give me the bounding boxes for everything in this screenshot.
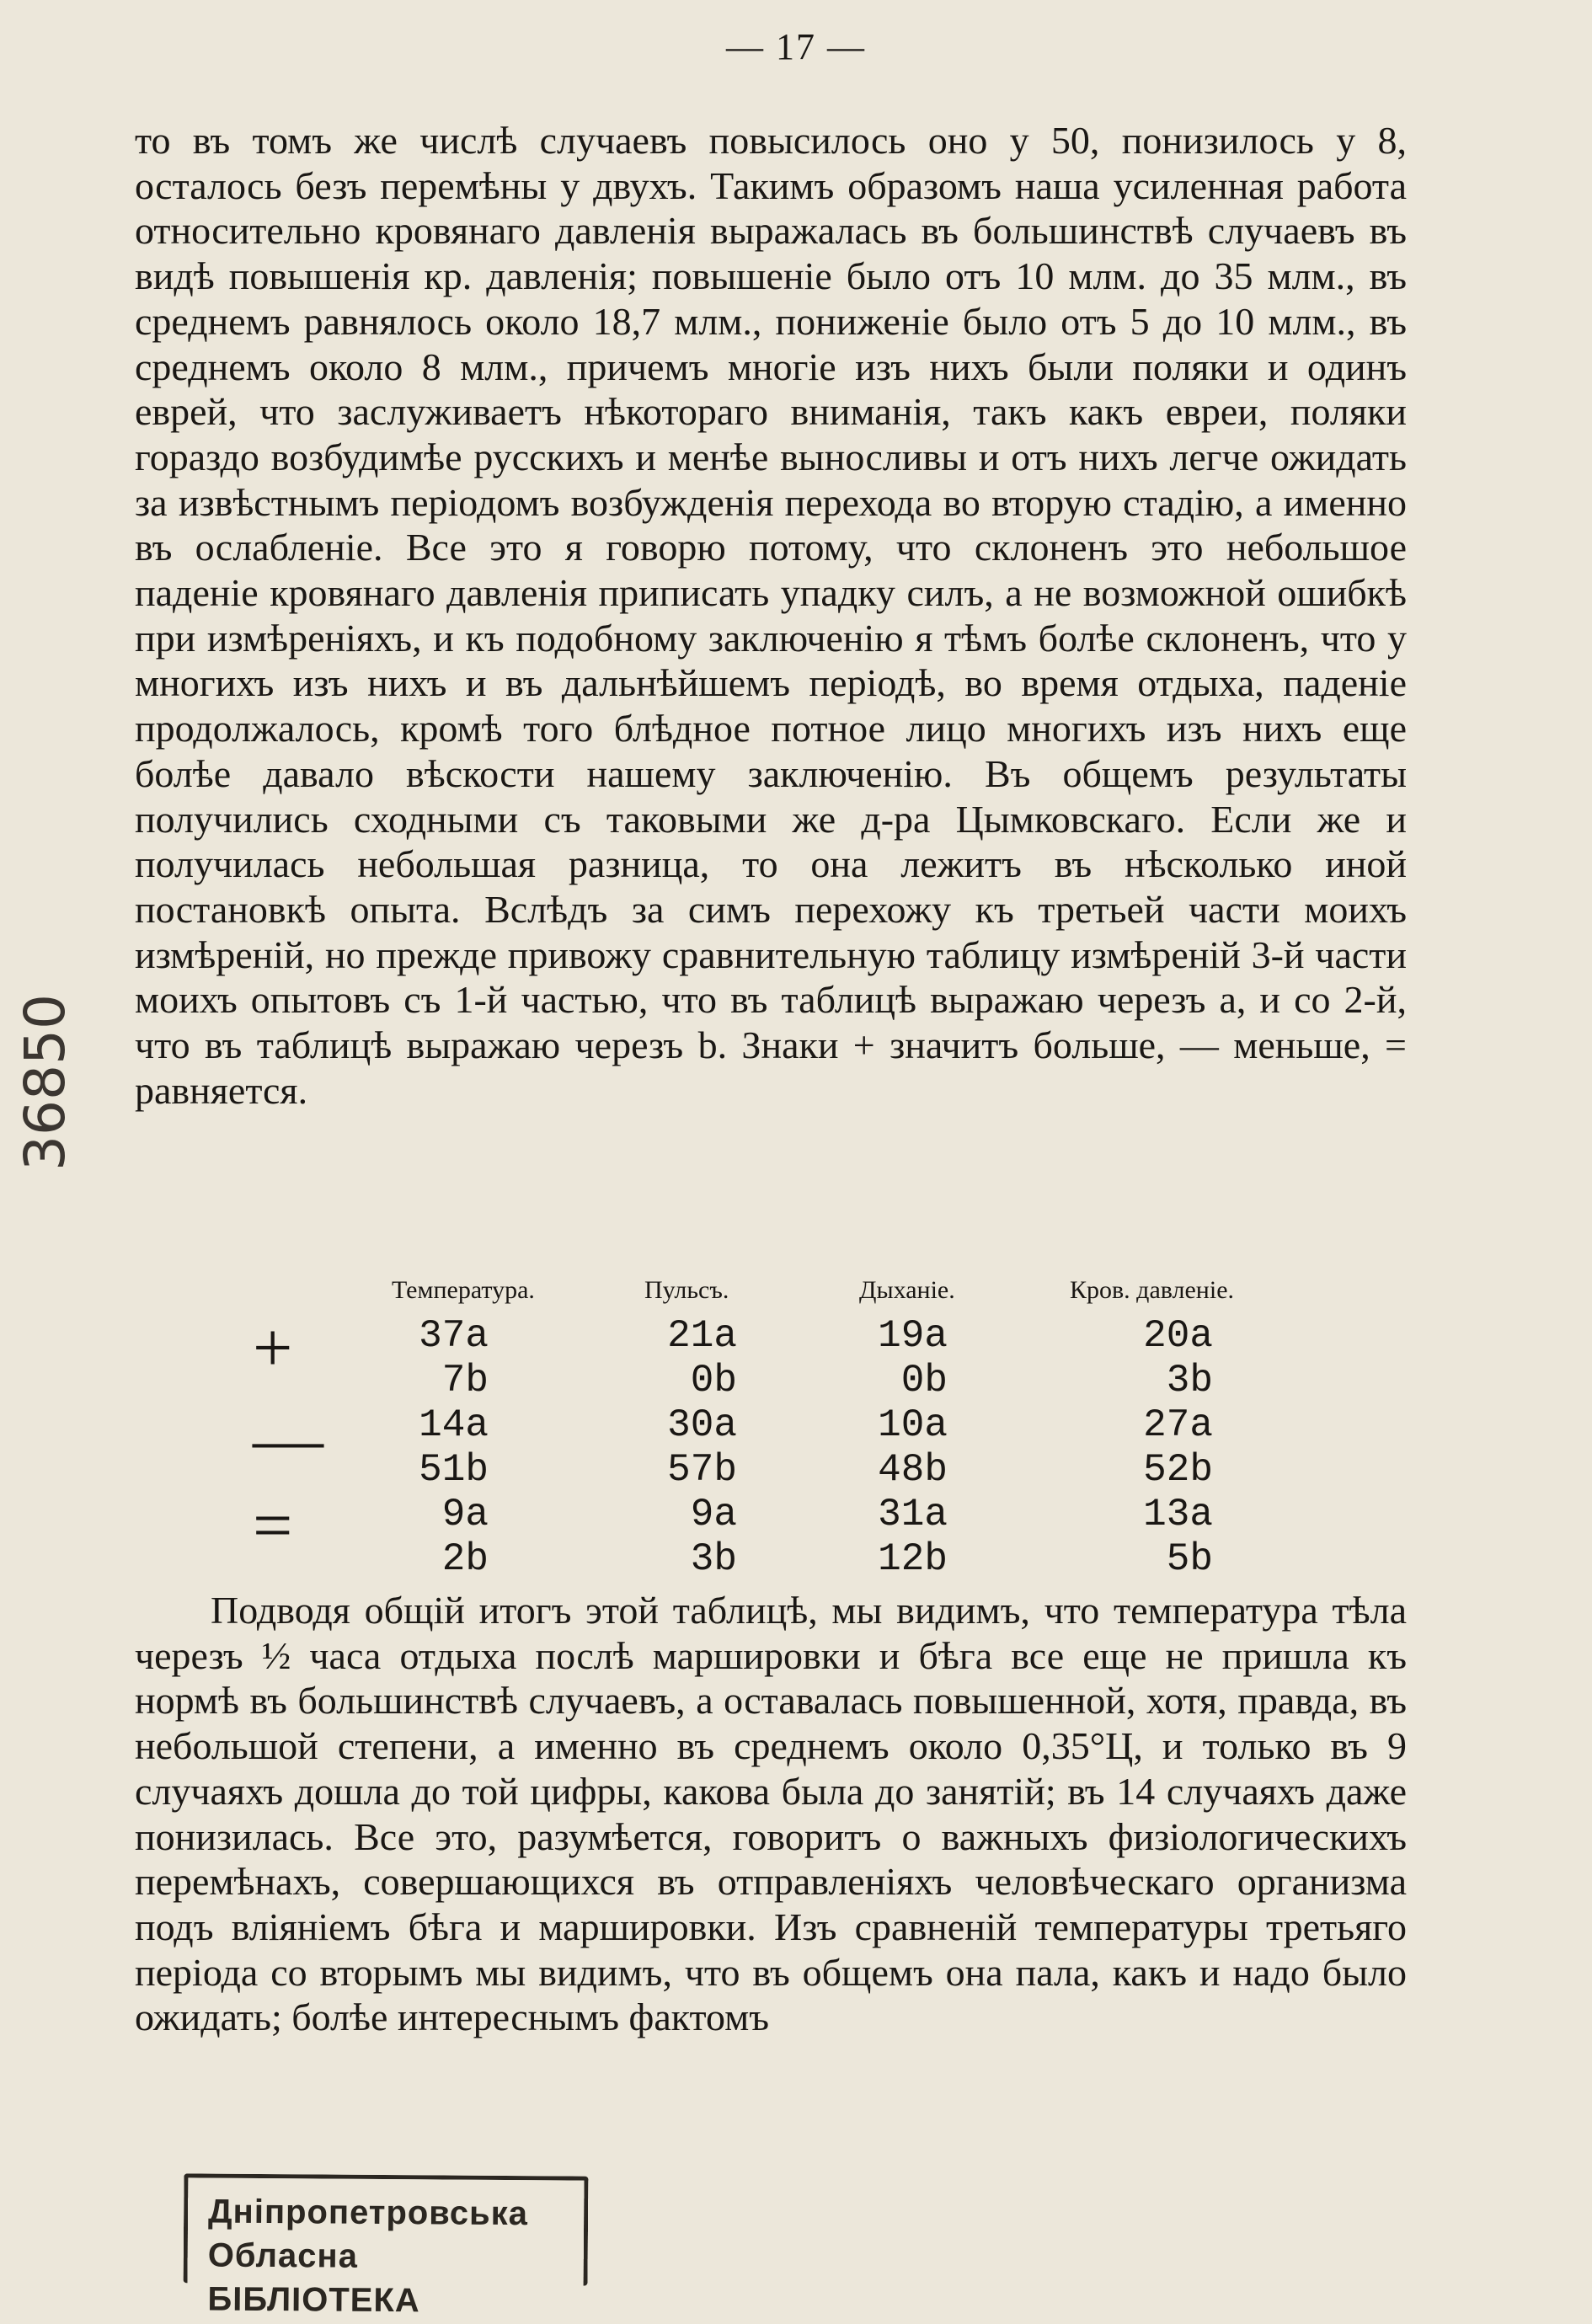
table-header-respiration: Дыханіе. (859, 1276, 955, 1304)
table-header-pulse: Пульсъ. (644, 1276, 729, 1304)
stamp-line-2: Обласна БІБЛІОТЕКА (207, 2236, 420, 2320)
table-cell: 51b (419, 1448, 489, 1492)
sign-minus: — (253, 1400, 323, 1478)
table-header-blood-pressure: Кров. давленіе. (1070, 1276, 1235, 1304)
library-stamp (184, 2173, 589, 2320)
table-cell: 48b (878, 1448, 948, 1492)
table-cell: 27a (1143, 1403, 1213, 1447)
handwritten-margin-note: 36850 (13, 994, 77, 1171)
table-cell: 9a (441, 1493, 489, 1536)
table-header-temperature: Температура. (392, 1276, 535, 1304)
body-paragraph-1: то въ томъ же числѣ случаевъ повысилось оно у 50, понизилось у 8, осталось безъ перемѣны у двухъ. Такимъ образомъ наша усиленная работа относительно кровянаго давленія выражалась въ большинствѣ случаевъ въ видѣ повышенія кр. давленія; повышеніе было отъ 10 млм. до 35 млм., въ среднемъ равнялось около 18,7 млм., пониженіе было отъ 5 до 10 млм., въ среднемъ около 8 млм., причемъ многіе изъ нихъ были поляки и одинъ еврей, что заслуживаетъ нѣкотораго вниманія, такъ какъ евреи, поляки гораздо возбудимѣе русскихъ и менѣе выносливы и отъ нихъ легче ожидать за извѣстнымъ періодомъ возбужденія перехода во вторую стадію, а именно въ ослабленіе. Все это я говорю потому, что склоненъ это небольшое паденіе кровянаго давленія приписать упадку силъ, а не возможной ошибкѣ при измѣреніяхъ, и къ подобному заключенію я тѣмъ болѣе склоненъ, что у многихъ изъ нихъ и въ дальнѣйшемъ періодѣ, во время отдыха, паденіе продолжалось, кромѣ того блѣдное потное лицо многихъ изъ нихъ еще болѣе давало вѣскости нашему заключенію. Въ общемъ результаты получились сходными съ таковыми же д-ра Цымковскаго. Если же и получилась небольшая разница, то она лежитъ въ нѣсколько иной постановкѣ опыта. Вслѣдъ за симъ перехожу къ третьей части моихъ измѣреній, но прежде привожу сравнительную таблицу измѣреній 3-й части моихъ опытовъ съ 1-й частью, что въ таблицѣ выражаю черезъ а, и со 2-й, что въ таблицѣ выражаю черезъ b. Знаки + значитъ больше, — меньше, = равняется. (135, 119, 1407, 1112)
table-cell: 31a (878, 1493, 948, 1536)
page-number: — 17 — (726, 26, 866, 67)
table-cell: 2b (441, 1537, 489, 1581)
table-cell: 13a (1143, 1493, 1213, 1536)
table-cell: 30a (667, 1403, 737, 1447)
table-cell: 3b (690, 1537, 737, 1581)
table-cell: 3b (1166, 1359, 1213, 1402)
table-cell: 52b (1143, 1448, 1213, 1492)
table-cell: 14a (419, 1403, 489, 1447)
sign-plus: + (253, 1309, 293, 1387)
table-cell: 5b (1166, 1537, 1213, 1581)
table-cell: 37a (419, 1314, 489, 1358)
table-cell: 0b (690, 1359, 737, 1402)
comparison-table (236, 1276, 1331, 1596)
table-cell: 57b (667, 1448, 737, 1492)
table-cell: 21a (667, 1314, 737, 1358)
table-cell: 20a (1143, 1314, 1213, 1358)
table-cell: 0b (900, 1359, 948, 1402)
sign-equals: = (253, 1487, 293, 1565)
table-cell: 9a (690, 1493, 737, 1536)
table-cell: 19a (878, 1314, 948, 1358)
table-cell: 7b (441, 1359, 489, 1402)
body-paragraph-2: Подводя общій итогъ этой таблицѣ, мы видимъ, что температура тѣла черезъ ½ часа отдыха послѣ маршировки и бѣга все еще не пришла къ нормѣ въ большинствѣ случаевъ, а оставалась повышенной, хотя, правда, въ небольшой степени, а именно въ среднемъ около 0,35°Ц, и только въ 9 случаяхъ дошла до той цифры, какова была до занятій; въ 14 случаяхъ даже понизилась. Все это, разумѣется, говоритъ о важныхъ физіологическихъ перемѣнахъ, совершающихся въ отправленіяхъ человѣческаго организма подъ вліяніемъ бѣга и маршировки. Изъ сравненій температуры третьяго періода со вторымъ мы видимъ, что въ общемъ она пала, какъ и надо было ожидать; болѣе интереснымъ фактомъ (135, 1589, 1407, 2039)
table-cell: 12b (878, 1537, 948, 1581)
stamp-line-1: Дніпропетровська (207, 2193, 529, 2233)
table-cell: 10a (878, 1403, 948, 1447)
